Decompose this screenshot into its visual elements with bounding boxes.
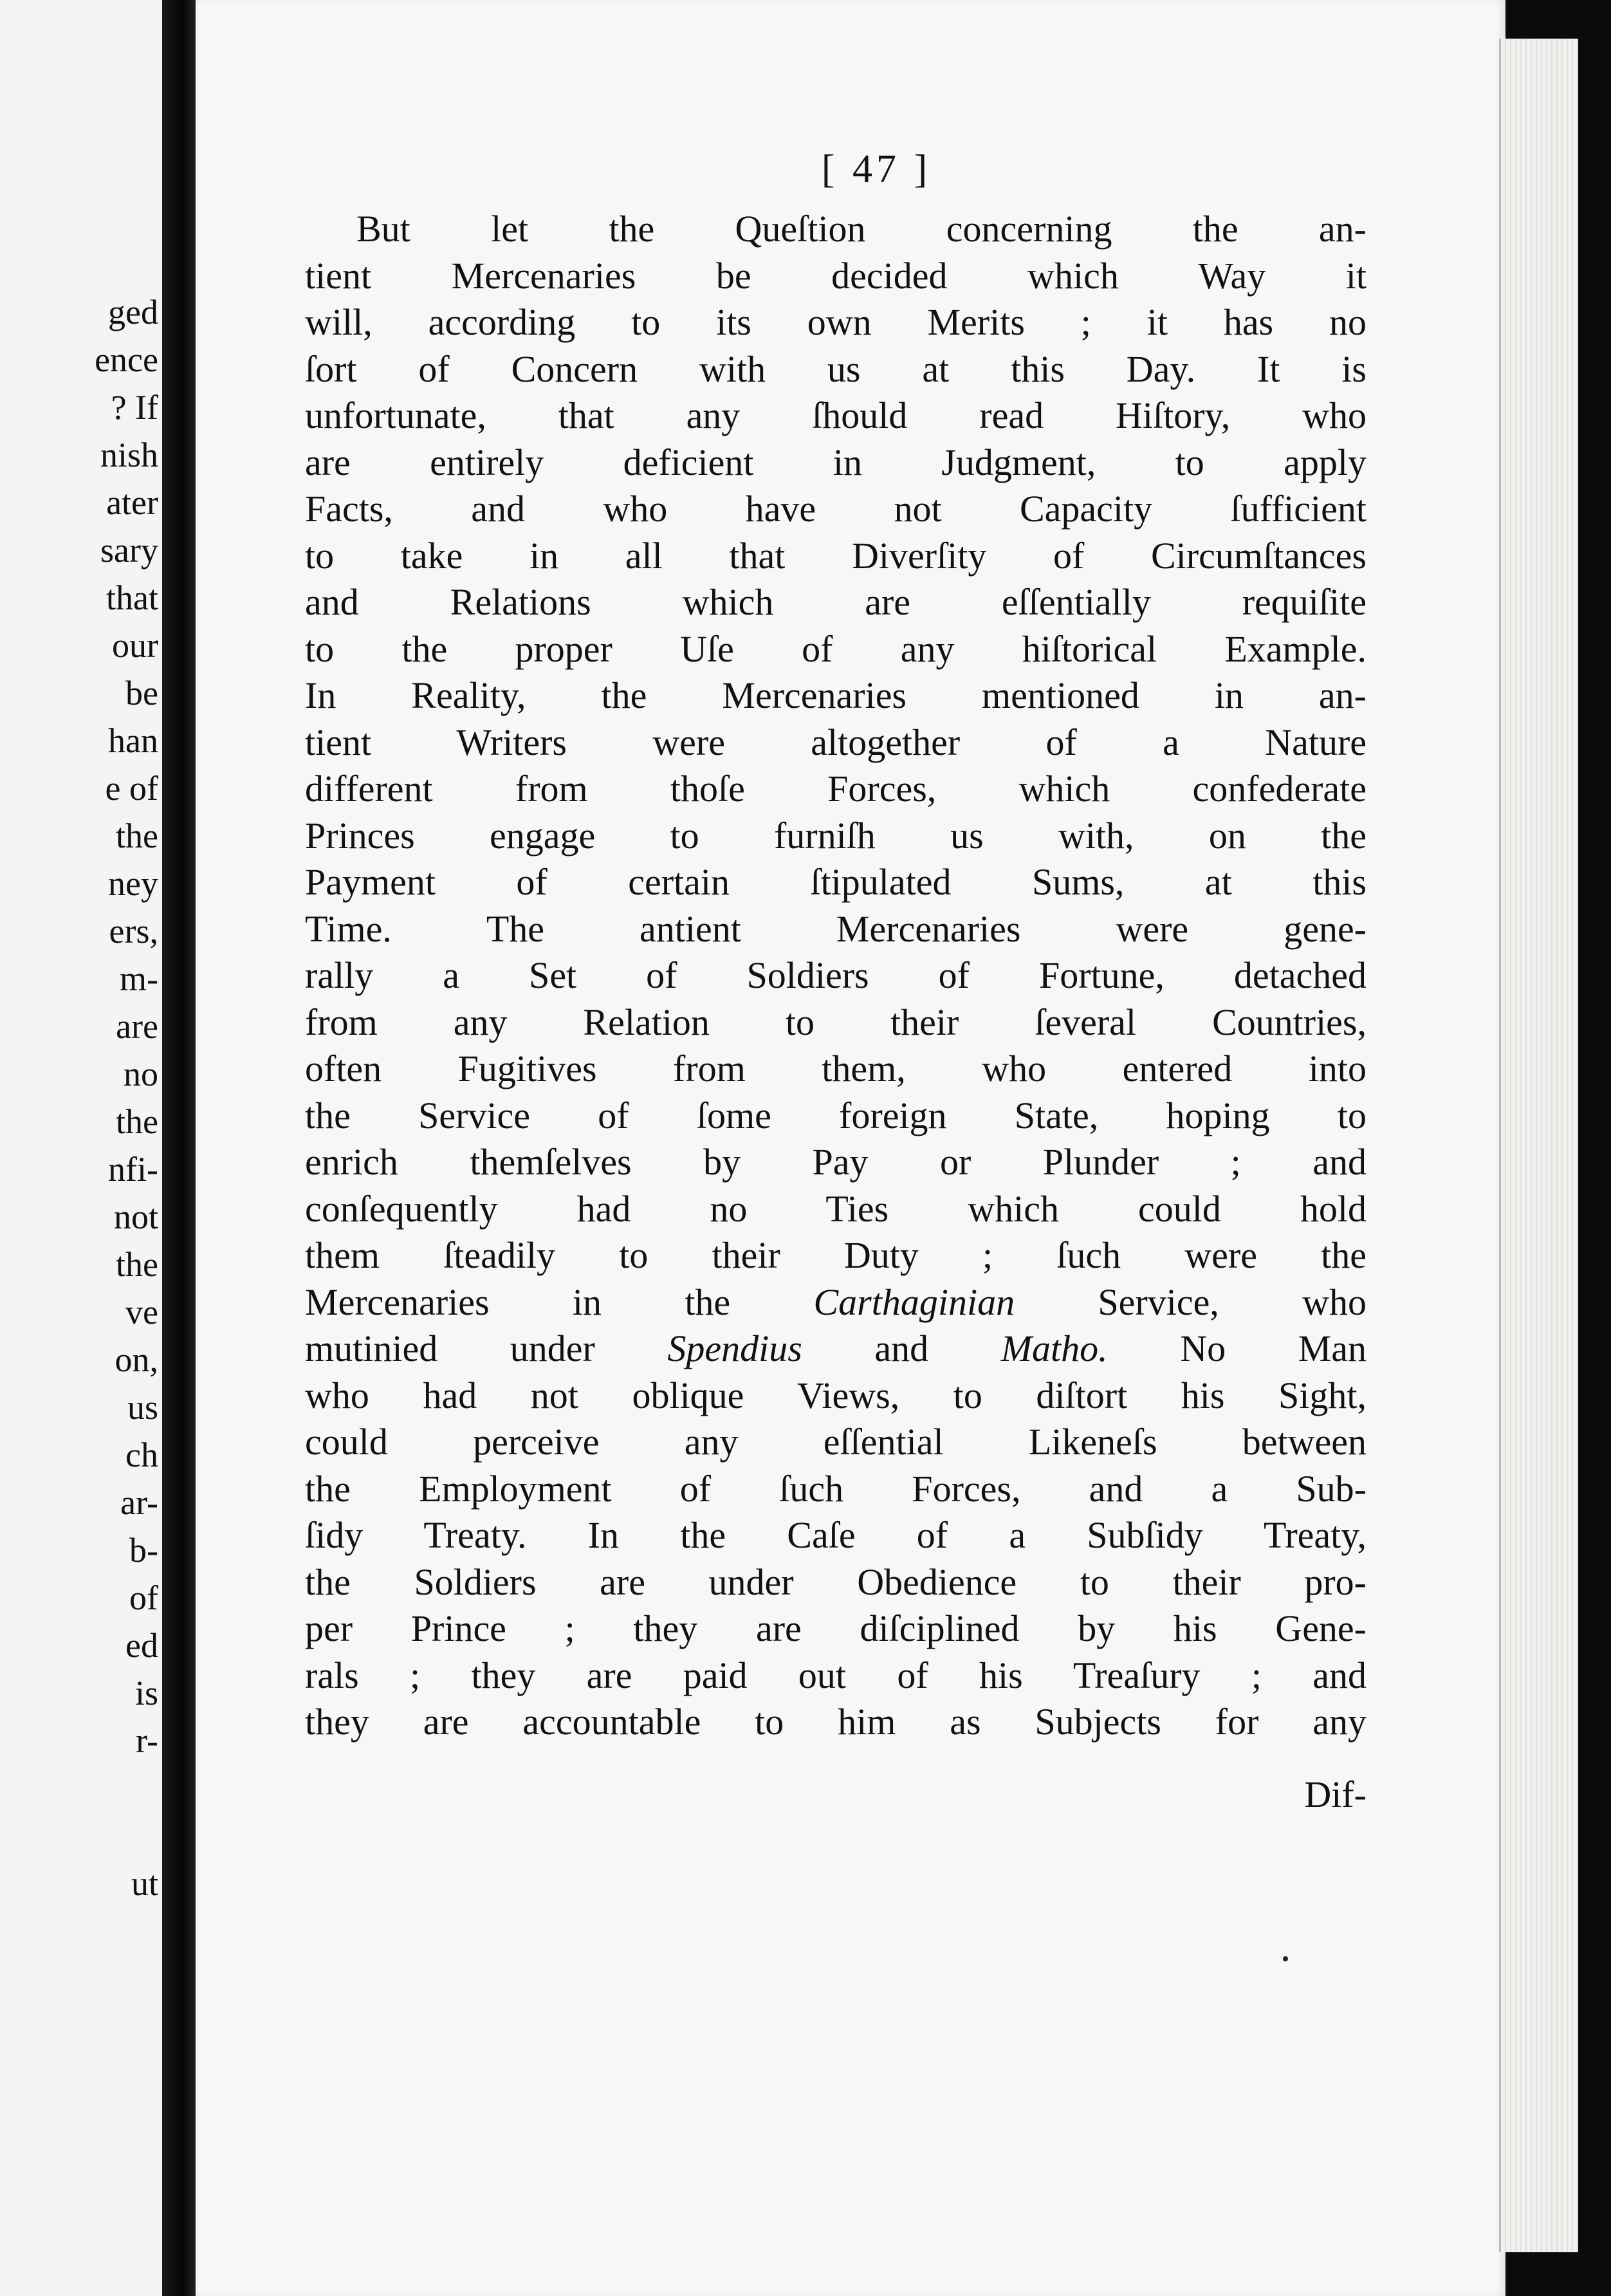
book-gutter [162,0,196,2296]
text-run: are entirely deficient in Judgment, to apply [305,441,1367,483]
previous-page-fragment: nish [100,436,158,474]
text-run: unfortunate, that any ſhould read Hiſtory, who [305,394,1367,436]
text-line [305,1093,1367,1140]
text-run: the Soldiers are under Obedience to their pro- [305,1560,1367,1603]
previous-page-fragment: of [129,1578,158,1617]
previous-page-fragment: ch [125,1436,158,1474]
text-run: tient Mercenaries be decided which Way it [305,254,1367,297]
text-run: But let the Queſtion concerning the an- [356,208,1367,250]
text-run: and [802,1328,1001,1369]
page-47 [196,0,1505,2296]
text-run: per Prince ; they are diſciplined by his Gene- [305,1607,1367,1649]
text-run: they are accountable to him as Subjects for any [305,1701,1367,1743]
text-line [305,579,1367,626]
text-run: the Employment of ſuch Forces, and a Sub- [305,1467,1367,1510]
previous-page-fragment: ed [125,1626,158,1665]
text-run: rals ; they are paid out of his Treaſury ; and [305,1654,1367,1696]
text-run: Facts, and who have not Capacity ſufficient [305,488,1367,530]
text-run: enrich themſelves by Pay or Plunder ; and [305,1141,1367,1183]
text-run: ſidy Treaty. In the Caſe of a Subſidy Treaty, [305,1514,1367,1556]
previous-page-fragment: ence [95,340,158,379]
previous-page-fragment: that [106,579,158,617]
text-run: will, according to its own Merits ; it has no [305,301,1367,343]
text-run: often Fugitives from them, who entered into [305,1048,1367,1089]
previous-page-fragment: han [108,721,158,760]
previous-page-fragment: b- [129,1531,158,1569]
text-run: who had not oblique Views, to diſtort his Sight, [305,1374,1367,1416]
text-run: to the proper Uſe of any hiſtorical Example. [305,627,1367,670]
text-line [305,766,1367,813]
text-run: conſequently had no Ties which could hold [305,1187,1367,1230]
text-run: Payment of certain ſtipulated Sums, at this [305,861,1367,903]
previous-page-fragment: ney [108,864,158,903]
previous-page-fragment: m- [120,959,158,998]
ink-speck [1283,1956,1288,1961]
previous-page-fragment: is [134,1674,158,1712]
text-line [305,1232,1367,1279]
text-line [305,393,1367,440]
text-line [305,952,1367,999]
previous-page-fragment: ers, [109,912,158,950]
previous-page-fragment: be [125,674,158,712]
previous-page-fragment: ater [106,483,158,522]
text-run: tient Writers were altogether of a Nature [305,721,1367,763]
text-run: from any Relation to their ſeveral Countries, [305,1001,1367,1043]
previous-page-fragment: nfi- [108,1150,158,1189]
text-run: different from thoſe Forces, which confederate [305,768,1367,810]
previous-page-fragment: not [113,1198,158,1236]
text-line [305,1186,1367,1233]
book-fore-edge [1499,39,1578,2252]
text-line [305,1419,1367,1466]
text-line [305,859,1367,906]
italic-text: Carthaginian [813,1281,1015,1323]
text-line [305,1512,1367,1559]
text-line [305,486,1367,533]
previous-page-fragment: ve [125,1293,158,1331]
previous-page-fragment: are [116,1007,158,1046]
text-line [305,346,1367,393]
text-run: Princes engage to furniſh us with, on the [305,814,1367,856]
text-line [305,626,1367,673]
text-run: Mercenaries in the [305,1281,814,1323]
text-line [305,533,1367,580]
text-line [305,719,1367,766]
page-number: [ 47 ] [821,147,932,191]
catchword: Dif- [1304,1773,1367,1815]
body-text [305,206,1367,1746]
previous-page-fragment: our [112,626,158,665]
text-run: mutinied under [305,1328,668,1369]
text-run: rally a Set of Soldiers of Fortune, detached [305,954,1367,996]
italic-text: Matho. [1000,1328,1108,1369]
text-line [305,1326,1367,1373]
previous-page-fragment: e of [105,769,158,808]
text-run: them ſteadily to their Duty ; ſuch were the [305,1234,1367,1276]
text-run: Service, who [1015,1281,1367,1323]
text-line [305,1699,1367,1746]
text-run: and Relations which are eſſentially requiſite [305,581,1367,623]
text-run: Time. The antient Mercenaries were gene- [305,907,1367,950]
text-run: could perceive any eſſential Likeneſs between [305,1421,1367,1463]
text-line [305,1279,1367,1326]
previous-page-fragment: on, [115,1340,158,1379]
text-line [305,1653,1367,1699]
previous-page-fragment: us [127,1388,158,1427]
text-line [305,440,1367,486]
previous-page-edge [0,0,162,2296]
text-run: the Service of ſome foreign State, hoping to [305,1094,1367,1136]
previous-page-fragment: the [116,817,158,855]
previous-page-fragment: ged [108,293,158,331]
previous-page-fragment: ar- [120,1483,158,1522]
previous-page-fragment: the [116,1102,158,1141]
text-line [305,1373,1367,1420]
text-line [305,1046,1367,1093]
previous-page-fragment: the [116,1245,158,1284]
previous-page-fragment: ? If [111,388,158,427]
italic-text: Spendius [667,1328,802,1369]
previous-page-fragment: sary [100,531,158,569]
text-line [305,1559,1367,1606]
text-run: In Reality, the Mercenaries mentioned in an- [305,674,1367,716]
text-line [305,999,1367,1046]
text-line [305,672,1367,719]
text-run: ſort of Concern with us at this Day. It is [305,347,1367,390]
text-line [305,1466,1367,1513]
text-run: No Man [1107,1328,1367,1369]
text-line [305,813,1367,860]
previous-page-fragment: no [124,1055,158,1093]
text-line [305,1606,1367,1653]
text-line [305,299,1367,346]
text-line [305,253,1367,300]
previous-page-fragment: ut [131,1864,158,1903]
text-line [305,1139,1367,1186]
text-run: to take in all that Diverſity of Circumſtances [305,534,1367,577]
text-line [305,206,1367,253]
previous-page-fragment: r- [136,1721,158,1760]
text-line [305,906,1367,953]
